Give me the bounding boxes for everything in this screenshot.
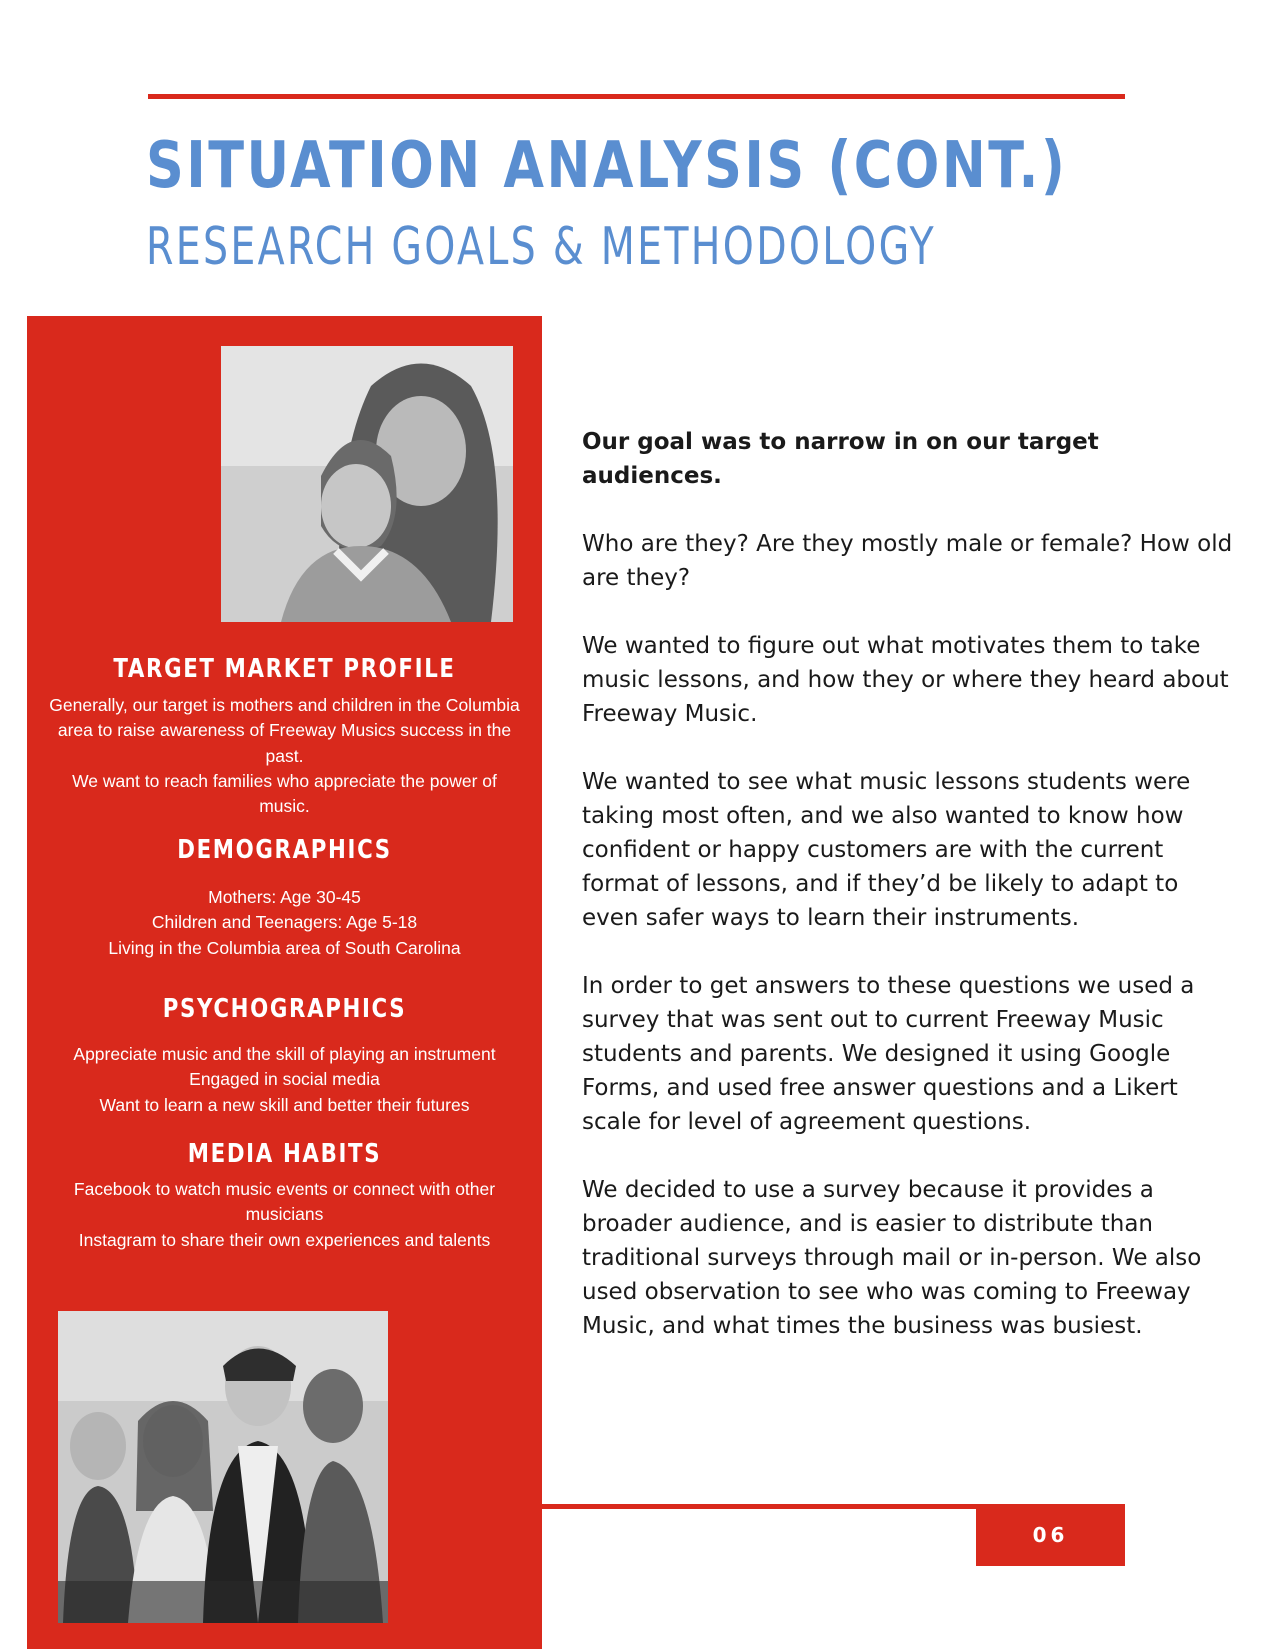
teenagers-group-photo [58,1311,388,1623]
page-number: 06 [1032,1523,1069,1547]
demographics-heading: DEMOGRAPHICS [177,835,392,865]
target-market-line: Generally, our target is mothers and children in the Columbia area to raise awareness of Freeway Musics success in the past. [49,695,520,766]
media-habits-body [47,1177,522,1253]
body-paragraph: We decided to use a survey because it provides a broader audience, and is easier to distribute than traditional surveys through mail or in-person. We also used observation to see who was coming to Freeway Music, and what times the business was busiest. [582,1177,1202,1339]
body-paragraph: We wanted to see what music lessons students were taking most often, and we also wanted to know how confident or happy customers are with the current format of lessons, and if they’d be likely to adapt to even safer ways to learn their instruments. [582,769,1191,931]
psychographics-body [47,1042,522,1118]
mother-daughter-photo [221,346,513,622]
page-subtitle: RESEARCH GOALS & METHODOLOGY [146,217,936,277]
media-habits-line: Facebook to watch music events or connect with other musicians [73,1179,496,1225]
goal-statement: Our goal was to narrow in on our target audiences. [582,429,1099,489]
main-content [582,425,1242,1377]
top-rule [148,94,1125,99]
demographics-line: Mothers: Age 30-45 [208,887,361,907]
body-paragraph: In order to get answers to these questions we used a survey that was sent out to current Freeway Music students and parents. We designed it using Google Forms, and used free answer questions and a Likert scale for level of agreement questions. [582,973,1195,1135]
target-market-body [47,693,522,819]
target-market-section [47,652,522,819]
demographics-body [47,885,522,961]
target-market-line: We want to reach families who appreciate the power of music. [72,770,497,817]
demographics-line: Children and Teenagers: Age 5-18 [151,912,418,933]
media-habits-heading: MEDIA HABITS [187,1139,382,1169]
psychographics-heading: PSYCHOGRAPHICS [162,994,407,1024]
demographics-line: Living in the Columbia area of South Carolina [108,937,461,958]
target-market-heading: TARGET MARKET PROFILE [113,654,456,684]
page-number-badge [976,1504,1125,1566]
media-habits-line: Instagram to share their own experiences and talents [78,1229,491,1250]
psychographics-line: Appreciate music and the skill of playing an instrument [73,1044,496,1064]
media-habits-section [47,1137,522,1253]
body-paragraph: We wanted to figure out what motivates them to take music lessons, and how they or where they heard about Freeway Music. [582,633,1229,727]
psychographics-line: Want to learn a new skill and better their futures [99,1094,470,1115]
body-paragraph: Who are they? Are they mostly male or female? How old are they? [582,531,1233,591]
psychographics-line: Engaged in social media [189,1069,380,1090]
demographics-section [47,833,522,961]
page-title: SITUATION ANALYSIS (CONT.) [146,129,1068,203]
psychographics-section [47,992,522,1118]
